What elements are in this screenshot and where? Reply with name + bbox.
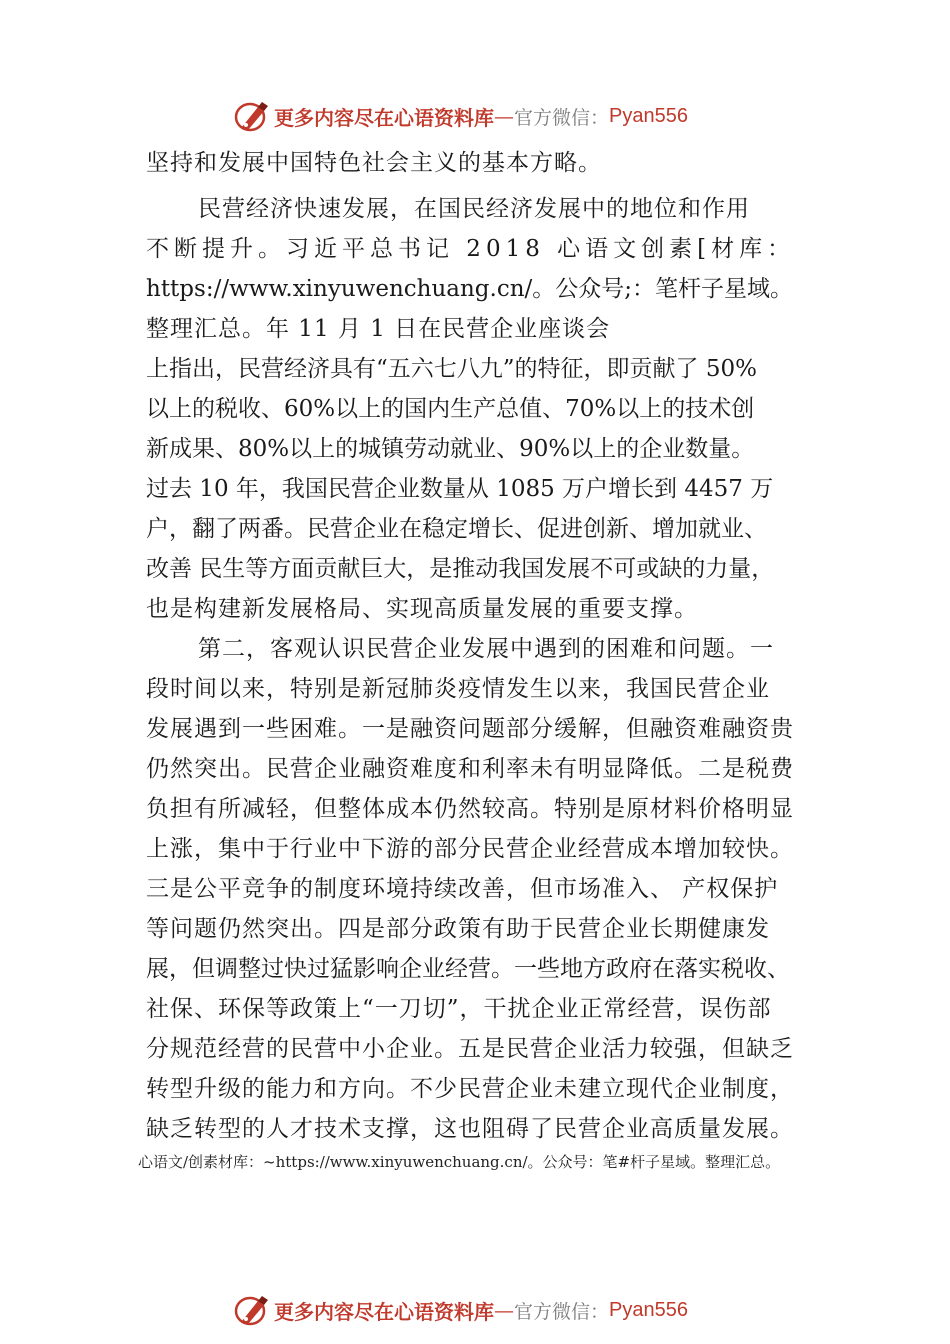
body-line: 户，翻了两番。民营企业在稳定增长、促进创新、增加就业、 <box>146 516 767 542</box>
footer-wechat-label: 官方微信： <box>514 1300 610 1323</box>
body-line: 社保、环保等政策上“一刀切”，干扰企业正常经营，误伤部 <box>146 996 772 1022</box>
body-line: 发展遇到一些困难。一是融资问题部分缓解，但融资难融资贵 <box>146 716 794 742</box>
pen-nib-icon <box>232 1291 272 1329</box>
body-line: 分规范经营的民营中小企业。五是民营企业活力较强，但缺乏 <box>146 1036 794 1062</box>
pen-nib-icon <box>232 97 272 135</box>
body-line: https://www.xinyuwenchuang.cn/。公众号;：笔杆子星域。 <box>146 276 794 302</box>
body-line: 第二，客观认识民营企业发展中遇到的困难和问题。一 <box>198 636 774 662</box>
header-wechat-label: 官方微信： <box>514 106 610 129</box>
body-line: 过去 10 年，我国民营企业数量从 1085 万户增长到 4457 万 <box>146 476 774 502</box>
body-line: 负担有所减轻，但整体成本仍然较高。特别是原材料价格明显 <box>146 796 794 822</box>
footnote: 心语文/创素材库：~https://www.xinyuwenchuang.cn/。公众号：笔#杆子星域。整理汇总。 <box>138 1153 781 1171</box>
body-line: 改善 民生等方面贡献巨大，是推动我国发展不可或缺的力量， <box>146 556 775 582</box>
footer-separator: — <box>494 1298 514 1322</box>
body-line: 整理汇总。年 11 月 1 日在民营企业座谈会 <box>146 316 611 342</box>
body-line: 新成果、80%以上的城镇劳动就业、90%以上的企业数量。 <box>146 436 755 462</box>
body-line: 段时间以来，特别是新冠肺炎疫情发生以来，我国民营企业 <box>146 676 770 702</box>
body-line: 坚持和发展中国特色社会主义的基本方略。 <box>146 150 602 176</box>
body-line: 仍然突出。民营企业融资难度和利率未有明显降低。二是税费 <box>146 756 794 782</box>
body-line: 不断提升。习近平总书记 2018 心语文创素[材库： <box>146 236 796 262</box>
body-line: 以上的税收、60%以上的国内生产总值、70%以上的技术创 <box>146 396 755 422</box>
body-line: 缺乏转型的人才技术支撑，这也阻碍了民营企业高质量发展。 <box>146 1116 794 1142</box>
footer-title: 更多内容尽在心语资料库 <box>274 1299 494 1324</box>
body-line: 三是公平竞争的制度环境持续改善，但市场准入、 产权保护 <box>146 876 779 902</box>
body-line: 民营经济快速发展，在国民经济发展中的地位和作用 <box>198 196 750 222</box>
body-line: 上指出，民营经济具有“五六七八九”的特征，即贡献了 50% <box>146 356 757 382</box>
header-wechat-id: Pyan556 <box>609 104 688 127</box>
body-line: 等问题仍然突出。四是部分政策有助于民营企业长期健康发 <box>146 916 770 942</box>
footer-banner <box>232 1290 752 1330</box>
body-line: 上涨，集中于行业中下游的部分民营企业经营成本增加较快。 <box>146 836 794 862</box>
header-title: 更多内容尽在心语资料库 <box>274 105 494 130</box>
header-separator: — <box>494 104 514 128</box>
body-line: 转型升级的能力和方向。不少民营企业未建立现代企业制度， <box>146 1076 794 1102</box>
header-banner <box>232 96 752 136</box>
footer-wechat-id: Pyan556 <box>609 1298 688 1321</box>
body-line: 也是构建新发展格局、实现高质量发展的重要支撑。 <box>146 596 698 622</box>
body-line: 展，但调整过快过猛影响企业经营。一些地方政府在落实税收、 <box>146 956 790 982</box>
